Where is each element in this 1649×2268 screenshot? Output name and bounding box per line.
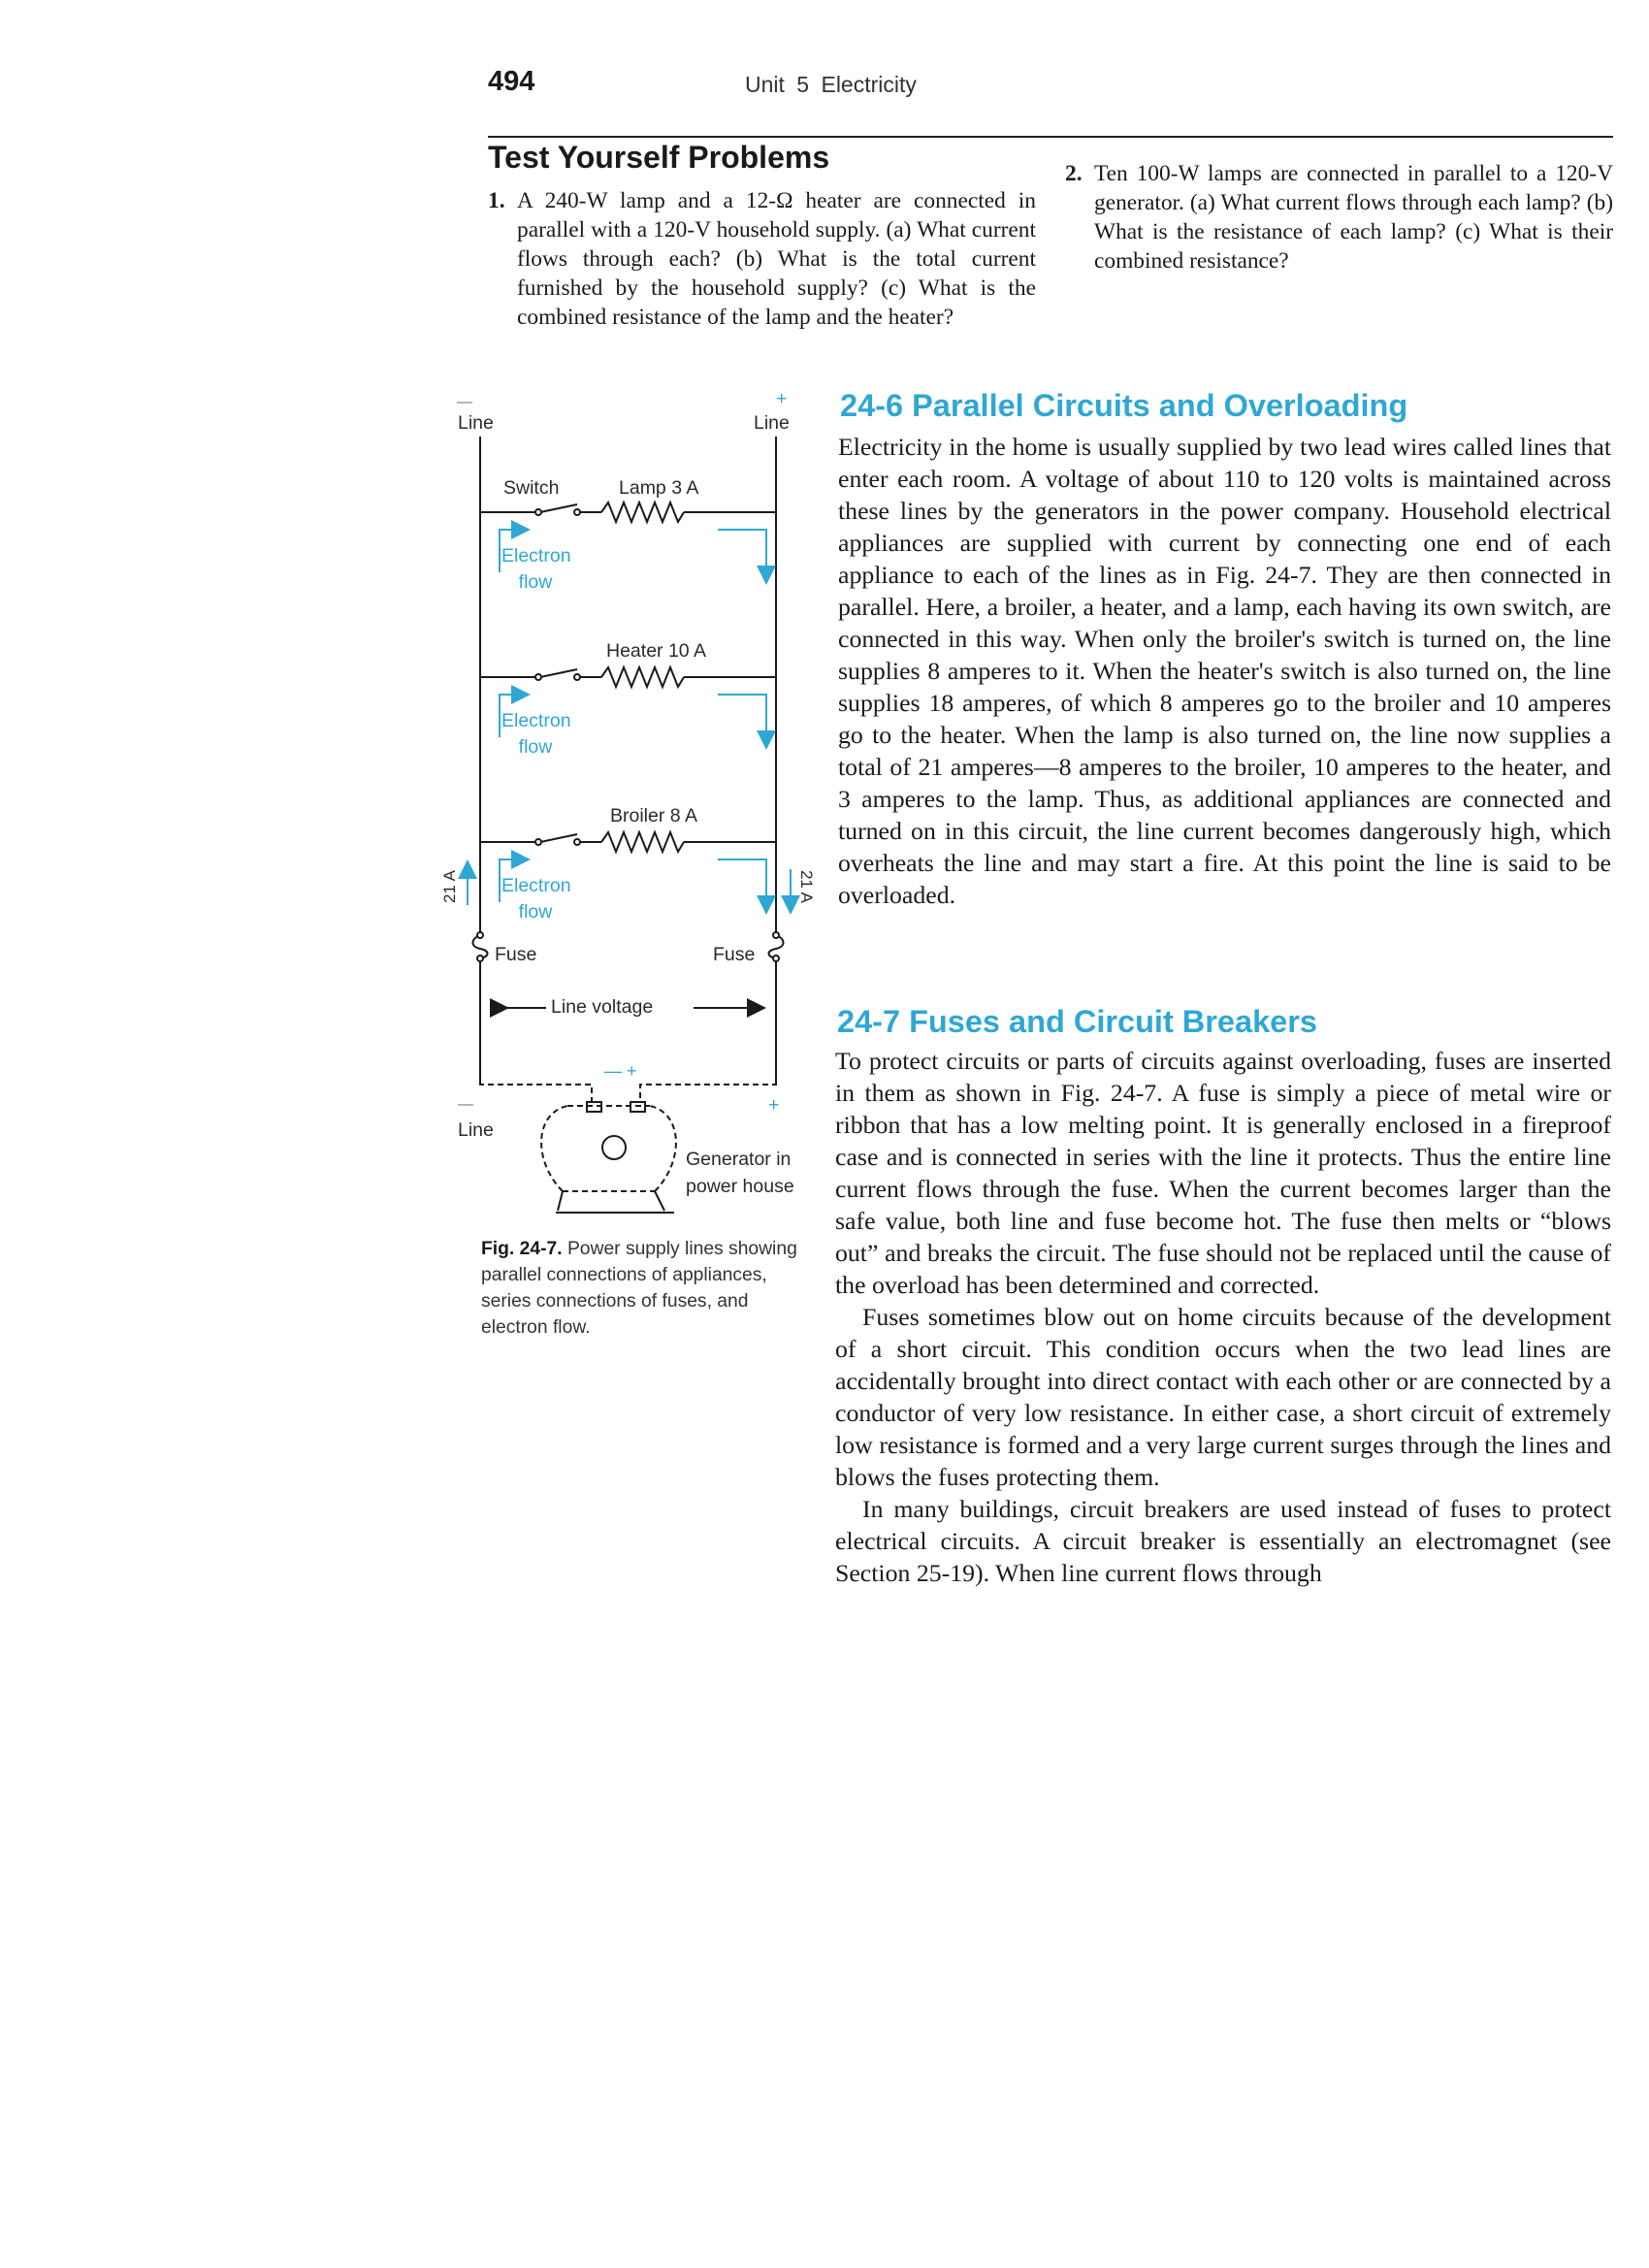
paragraph: To protect circuits or parts of circuits against overloading, fuses are inserted in them as shown in Fig. 24-7. A fuse is simply a piece of metal wire or ribbon that has a low melting point. It is generally enclosed in a fireproof case and is connected in series with the line it protects. Thus the entire line current flows through the fuse. When the current becomes larger than the safe value, both line and fuse become hot. The fuse then melts or “blows out” and breaks the circuit. The fuse should not be replaced until the cause of the overload has been determined and corrected.: [835, 1047, 1611, 1299]
heater-label: Heater 10 A: [606, 640, 706, 662]
problem-1: [488, 186, 1036, 371]
broiler-branch: [480, 832, 776, 852]
generator-terminals: — +: [604, 1061, 637, 1081]
section-24-6-body: [838, 431, 1611, 911]
lamp-label: Lamp 3 A: [619, 477, 699, 499]
electron-flow-label-3: [501, 873, 569, 925]
paragraph: Electricity in the home is usually supplied by two lead wires called lines that enter each room. A voltage of about 110 to 120 volts is maintained across these lines by the generators in the power company. Household electrical appliances are supplied with current by connecting one end of each appliance to each of the lines as in Fig. 24-7. They are then connected in parallel. Here, a broiler, a heater, and a lamp, each having its own switch, are connected in this way. When only the broiler's switch is turned on, the line supplies 8 amperes to it. When the heater's switch is also turned on, the line supplies 18 amperes, of which 8 amperes go to the broiler and 10 amperes go to the heater. When the lamp is also turned on, the line now supplies a total of 21 amperes—8 amperes to the broiler, 10 amperes to the heater, and 3 amperes to the lamp. Thus, as additional appliances are connected and turned on in this circuit, the line current becomes dangerously high, which overheats the line and may start a fire. At this point the line is said to be overloaded.: [838, 433, 1611, 909]
problem-text: Ten 100-W lamps are connected in parallel to a 120-V generator. (a) What current flows through each lamp? (b) What is the resistance of each lamp? (c) What is their combined resistance?: [1094, 161, 1613, 274]
electron-label: Electron: [501, 545, 571, 567]
generator-symbol: [541, 1102, 676, 1213]
flow-label: flow: [518, 736, 553, 758]
section-24-7-body: [835, 1045, 1611, 1589]
running-head: Unit 5 Electricity: [745, 72, 917, 97]
figure-caption-label: Fig. 24-7.: [481, 1239, 563, 1259]
minus-sign-bottom: —: [458, 1096, 473, 1113]
fuse-label-right: Fuse: [713, 944, 756, 965]
heater-branch: [480, 667, 776, 687]
electron-label: Electron: [501, 710, 571, 731]
electron-label: Electron: [501, 875, 571, 896]
section-24-6-heading: 24-6 Parallel Circuits and Overloading: [840, 388, 1408, 423]
figure-caption: [481, 1236, 801, 1341]
problem-text: A 240-W lamp and a 12-Ω heater are connected in parallel with a 120-V household supply. (a) What current flows through each? (b) What is the total current furnished by the household supply? (c) What is the combined resistance of the lamp and the heater?: [517, 188, 1036, 330]
electron-flow-label-2: [501, 708, 569, 761]
electron-flow-label-1: [501, 543, 569, 596]
flow-label: flow: [518, 901, 553, 923]
problem-number: 1.: [488, 188, 505, 213]
header-rule: [488, 136, 1613, 138]
paragraph: Fuses sometimes blow out on home circuits because of the development of a short circuit. This condition occurs when the two lead lines are accidentally brought into direct contact with each other or are connected by a conductor of very low resistance. In either case, a short circuit of extremely low resistance is formed and a very large current surges through the lines and blows the fuses protecting them.: [835, 1303, 1611, 1491]
current-label-left: 21 A: [440, 869, 459, 904]
line-label-top-right: Line: [754, 412, 790, 434]
minus-sign-top: —: [457, 394, 472, 410]
switch-label: Switch: [503, 477, 560, 499]
test-yourself-heading: Test Yourself Problems: [488, 140, 830, 175]
line-label-top-left: Line: [458, 412, 494, 434]
current-label-right: 21 A: [797, 869, 816, 904]
flow-label: flow: [518, 571, 553, 593]
generator-label-1: Generator in: [686, 1149, 792, 1170]
plus-sign-bottom: +: [768, 1094, 780, 1116]
lamp-branch: [480, 502, 776, 522]
generator-label-2: power house: [686, 1176, 794, 1197]
plus-sign-top: +: [776, 388, 788, 409]
page-number: 494: [488, 66, 535, 97]
broiler-label: Broiler 8 A: [610, 805, 697, 826]
fuse-label-left: Fuse: [495, 944, 537, 965]
line-voltage-label: Line voltage: [551, 996, 654, 1018]
line-label-bottom-left: Line: [458, 1119, 494, 1141]
circuit-figure: [441, 386, 829, 1240]
paragraph: In many buildings, circuit breakers are used instead of fuses to protect electrical circuits. A circuit breaker is essentially an electromagnet (see Section 25-19). When line current flows through: [835, 1495, 1611, 1587]
problem-2: [1065, 159, 1613, 285]
figure-caption-text: Power supply lines showing parallel connections of appliances, series connections of fuses, and electron flow.: [481, 1239, 797, 1338]
section-24-7-heading: 24-7 Fuses and Circuit Breakers: [837, 1004, 1317, 1039]
problem-number: 2.: [1065, 161, 1083, 186]
